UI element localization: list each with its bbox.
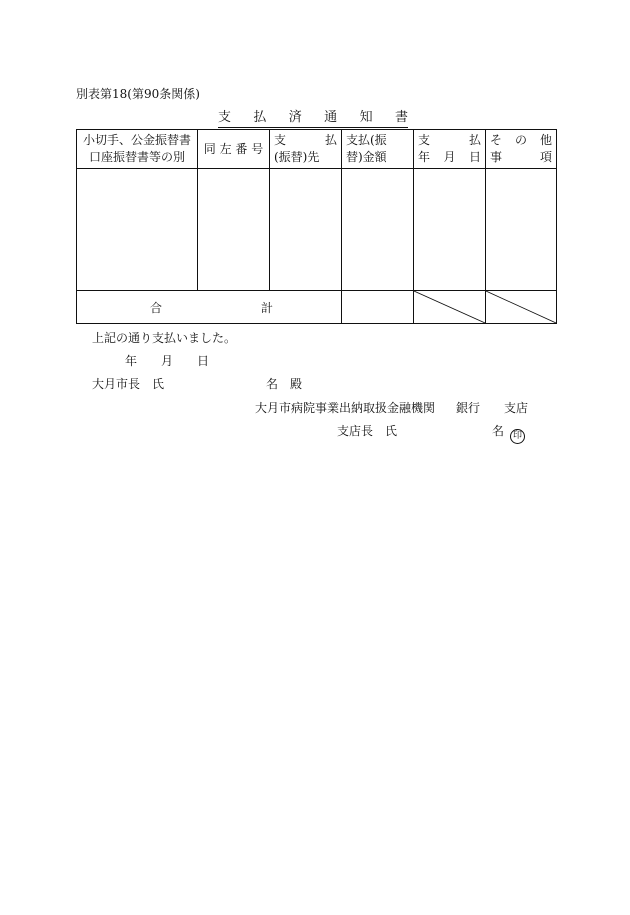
form-title: [218, 106, 408, 128]
entry-cell-date[interactable]: [414, 169, 486, 291]
header-line: 支払(振: [346, 133, 387, 147]
addressee-suffix: 名 殿: [266, 377, 303, 391]
institution-name: 大月市病院事業出納取扱金融機関: [255, 401, 436, 415]
total-date-cell: [414, 291, 486, 324]
title-char: 払: [253, 110, 267, 125]
entry-cell-remarks[interactable]: [486, 169, 557, 291]
branch-label: 支店: [504, 401, 529, 415]
seal-stamp: [510, 423, 525, 444]
header-line: 同 左 番 号: [203, 141, 264, 156]
addressee-name: 大月市長 氏: [92, 377, 165, 391]
title-char: 通: [324, 110, 338, 125]
title-char: 支: [218, 110, 232, 125]
form-reference: 別表第18(第90条関係): [76, 87, 200, 101]
header-char: 他: [539, 133, 552, 147]
seal-mark: 印: [510, 429, 525, 444]
header-row: [77, 130, 557, 169]
header-line: [490, 132, 552, 149]
header-char: 払: [468, 133, 481, 147]
total-amount-cell[interactable]: [342, 291, 414, 324]
header-line: [490, 149, 552, 166]
header-char: の: [514, 133, 527, 147]
manager-suffix: 名: [492, 424, 505, 438]
header-date: [414, 130, 486, 169]
entry-cell-amount[interactable]: [342, 169, 414, 291]
total-label-char: 計: [261, 300, 274, 315]
title-char: 済: [288, 110, 302, 125]
header-type: [77, 130, 198, 169]
header-line: [418, 132, 481, 149]
diagonal-strike-remarks: [486, 291, 556, 323]
header-char: 日: [468, 150, 481, 164]
header-char: 月: [443, 150, 456, 164]
header-number: [198, 130, 270, 169]
entry-row: [77, 169, 557, 291]
header-amount: [342, 130, 414, 169]
header-payee: [270, 130, 342, 169]
date-month-label: 月: [161, 354, 174, 368]
payment-table: [76, 129, 557, 324]
total-label-char: 合: [150, 300, 163, 315]
title-char: 知: [359, 110, 373, 125]
bank-label: 銀行: [456, 401, 481, 415]
total-row: [77, 291, 557, 324]
header-remarks: [486, 130, 557, 169]
header-line: 小切手、公金振替書: [82, 133, 191, 147]
header-char: 項: [539, 150, 552, 164]
header-char: 支: [274, 133, 287, 147]
entry-cell-number[interactable]: [198, 169, 270, 291]
header-line: (振替)先: [274, 150, 320, 164]
date-year-label: 年: [125, 354, 138, 368]
header-line: [418, 149, 481, 166]
total-remarks-cell: [486, 291, 557, 324]
header-char: 支: [418, 133, 431, 147]
header-char: 事: [490, 150, 503, 164]
statement-text: 上記の通り支払いました。: [92, 331, 237, 345]
header-char: 払: [324, 133, 337, 147]
total-label-cell: [77, 291, 342, 324]
title-char: 書: [394, 110, 408, 125]
header-char: 年: [418, 150, 431, 164]
header-line: 口座振替書等の別: [88, 150, 185, 164]
entry-cell-type[interactable]: [77, 169, 198, 291]
diagonal-strike-date: [414, 291, 485, 323]
manager-name: 支店長 氏: [337, 424, 398, 438]
header-line: 替)金額: [346, 150, 387, 164]
entry-cell-payee[interactable]: [270, 169, 342, 291]
header-line: [274, 132, 337, 149]
header-char: そ: [490, 133, 503, 147]
date-day-label: 日: [197, 354, 210, 368]
